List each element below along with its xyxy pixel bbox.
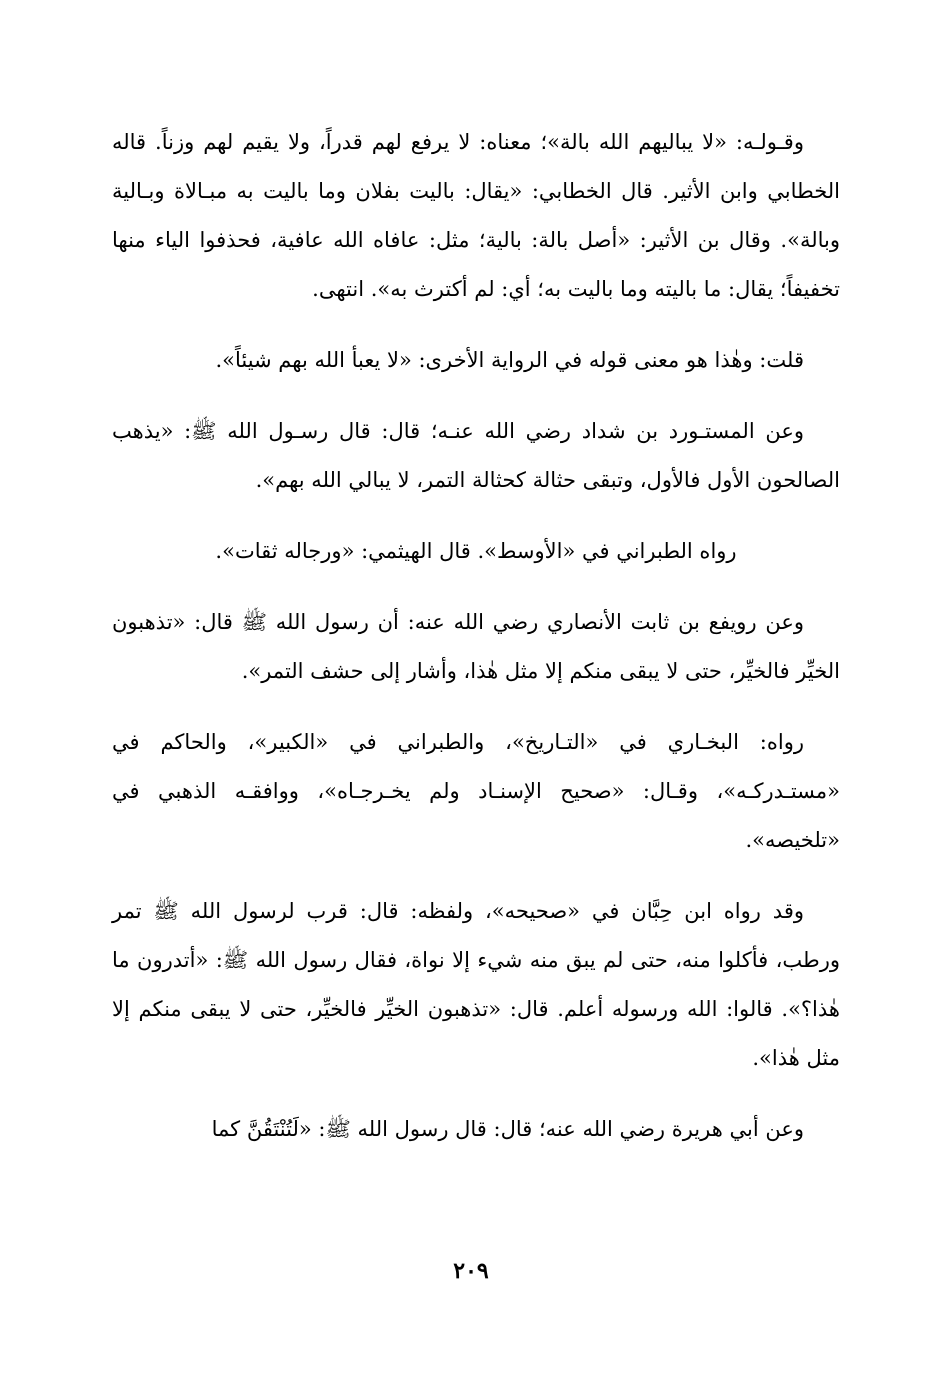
paragraph-1: وقـولـه: «لا يباليهم الله بالة»؛ معناه: لا يرفع لهم قدراً، ولا يقيم لهم وزناً. قاله الخطابي وابن الأثير. قال الخطابي: «يقال: باليت بفلان وما باليت به مبـالاة وبـالية وبالة». وقال بن الأثير: «أصل بالة: بالية؛ مثل: عافاه الله عافية، فحذفوا الياء منها تخفيفاً؛ يقال: ما باليته وما باليت به؛ أي: لم أكترث به». انتهى.: [112, 130, 840, 301]
paragraph-5: وعن رويفع بن ثابت الأنصاري رضي الله عنه: أن رسول الله ﷺ قال: «تذهبون الخيِّر فالخيِّر، حتى لا يبقى منكم إلا مثل هٰذا، وأشار إلى حشف التمر».: [112, 610, 840, 683]
paragraph-7: وقد رواه ابن حِبَّان في «صحيحه»، ولفظه: قال: قرب لرسول الله ﷺ تمر ورطب، فأكلوا منه، حتى لم يبق منه شيء إلا نواة، فقال رسول الله ﷺ: «أتدرون ما هٰذا؟». قالوا: الله ورسوله أعلم. قال: «تذهبون الخيِّر فالخيِّر، حتى لا يبقى منكم إلا مثل هٰذا».: [112, 899, 840, 1070]
paragraph-3: وعن المستـورد بن شداد رضي الله عنـه؛ قال: قال رسـول الله ﷺ: «يذهب الصالحون الأول فالأول، وتبقى حثالة كحثالة التمر، لا يبالي الله بهم».: [112, 419, 840, 492]
paragraph-6: رواه: البخـاري في «التـاريخ»، والطبراني في «الكبير»، والحاكم في «مستـدركـه»، وقـال: «صحيح الإسنـاد ولم يخـرجـاه»، ووافقـه الذهبي في «تلخيصه».: [112, 730, 840, 852]
page-number: ٢٠٩: [453, 1258, 489, 1284]
paragraph-2: قلت: وهٰذا هو معنى قوله في الرواية الأخرى: «لا يعبأ الله بهم شيئاً».: [215, 348, 804, 372]
paragraph-8: وعن أبي هريرة رضي الله عنه؛ قال: قال رسول الله ﷺ: «لَتُنْتَقُنَّ كما: [211, 1117, 804, 1141]
page-body: [112, 118, 840, 1154]
paragraph-4: رواه الطبراني في «الأوسط». قال الهيثمي: «ورجاله ثقات».: [215, 539, 737, 563]
